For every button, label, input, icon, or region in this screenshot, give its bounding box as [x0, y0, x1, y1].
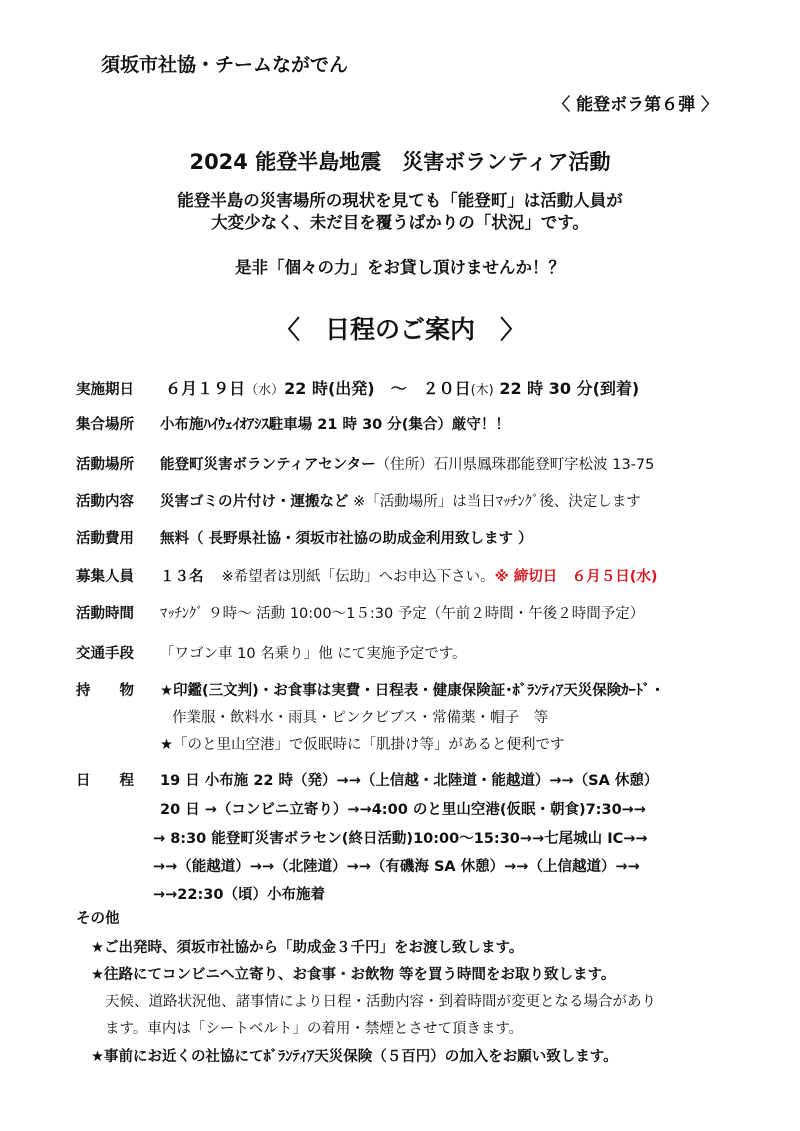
lead-line-2: 大変少なく、未だ目を覆うばかりの「状況」です。 — [211, 213, 589, 232]
recruit-count: １３名 — [160, 569, 204, 585]
hours-value: ﾏｯﾁﾝｸﾞ ９時～ 活動 10:00～1５:30 予定（午前２時間・午後２時間予定） — [160, 606, 645, 622]
row-place — [76, 454, 654, 476]
other-note-2: ★往路にてコンビニへ立寄り、お食事・お飲物 等を買う時間をお取り致します。 — [91, 967, 616, 983]
row-hours — [76, 603, 644, 625]
row-content-label: 活動内容 — [76, 494, 134, 510]
row-content — [76, 491, 641, 513]
date-range: 22 時(出発) ～ ２０日 — [284, 379, 471, 398]
row-place-label: 活動場所 — [76, 457, 134, 473]
date-end-weekday: (木) — [470, 383, 494, 398]
other-note-5: ★事前にお近くの社協にてﾎﾞﾗﾝﾃｨｱ天災保険（５百円）の加入をお願い致します。 — [91, 1049, 618, 1065]
row-schedule-label: 日 程 — [76, 773, 134, 789]
schedule-line-2: 20 日 →（コンビニ立寄り）→→4:00 のと里山空港(仮眠・朝食)7:30→→ — [160, 802, 646, 818]
row-items-label: 持 物 — [76, 683, 134, 699]
schedule-line-1: 19 日 小布施 22 時（発）→→（上信越・北陸道・能越道）→→（SA 休憩） — [160, 773, 659, 789]
items-line-1: ★印鑑(三文判)・お食事は実費・日程表・健康保険証･ﾎﾞﾗﾝﾃｨｱ天災保険ｶｰﾄﾞ・ — [160, 683, 665, 699]
other-note-1: ★ご出発時、須坂市社協から「助成金３千円」をお渡し致します。 — [91, 940, 524, 956]
transport-value: 「ワゴン車 10 名乗り」他 にて実施予定です。 — [160, 646, 467, 662]
recruit-deadline: ※ 締切日 ６月５日(水) — [494, 569, 658, 585]
items-line-3: ★「のと里山空港」で仮眠時に「肌掛け等」があると便利です — [160, 737, 565, 753]
row-meeting-label: 集合場所 — [76, 417, 134, 433]
row-date — [76, 378, 639, 402]
items-line-2: 作業服・飲料水・雨具・ピンクビブス・常備薬・帽子 等 — [172, 710, 549, 726]
row-hours-label: 活動時間 — [76, 606, 134, 622]
date-start-day: ６月１９日 — [165, 379, 246, 398]
other-note-4: ます。車内は「シートベルト」の着用・禁煙とさせて頂きます。 — [105, 1021, 524, 1037]
content-note: ※「活動場所」は当日ﾏｯﾁﾝｸﾞ後、決定します — [353, 494, 641, 510]
row-transport — [76, 643, 467, 665]
row-recruit — [76, 566, 658, 588]
series-label: 〈 能登ボラ第６弾 〉 — [553, 95, 718, 115]
row-transport-label: 交通手段 — [76, 646, 134, 662]
cost-value: 無料（ 長野県社協・須坂市社協の助成金利用致します ） — [160, 531, 533, 547]
other-note-3: 天候、道路状況他、諸事情により日程・活動内容・到着時間が変更となる場合があり — [105, 994, 656, 1010]
row-cost — [76, 528, 533, 550]
row-meeting — [76, 414, 510, 436]
other-label: その他 — [76, 911, 120, 927]
recruit-note: ※希望者は別紙「伝助」へお申込下さい。 — [221, 569, 495, 585]
row-recruit-label: 募集人員 — [76, 569, 134, 585]
place-name: 能登町災害ボランティアセンター — [160, 457, 376, 473]
page-title: 2024 能登半島地震 災害ボランティア活動 — [189, 150, 611, 174]
meeting-value: 小布施ﾊｲｳｪｲｵｱｼｽ駐車場 21 時 30 分(集合）厳守！！ — [160, 417, 510, 433]
schedule-line-4: →→（能越道）→→（北陸道）→→（有磯海 SA 休憩）→→（上信越道）→→ — [153, 859, 640, 875]
schedule-line-3: → 8:30 能登町災害ボラセン(終日活動)10:00～15:30→→七尾城山 IC→→ — [153, 831, 648, 847]
organization-name: 須坂市社協・チームながでん — [101, 54, 349, 76]
date-end-time: 22 時 30 分(到着) — [493, 379, 640, 398]
row-cost-label: 活動費用 — [76, 531, 134, 547]
row-date-label: 実施期日 — [76, 382, 134, 398]
date-start-weekday: （水） — [245, 383, 285, 398]
appeal-text: 是非「個々の力」をお貸し頂けませんか！？ — [235, 258, 565, 277]
lead-line-1: 能登半島の災害場所の現状を見ても「能登町」は活動人員が — [177, 191, 623, 210]
content-value: 災害ゴミの片付け・運搬など — [160, 494, 349, 510]
place-address: （住所）石川県鳳珠郡能登町字松波 13-75 — [375, 457, 655, 473]
schedule-line-5: →→22:30（頃）小布施着 — [153, 887, 325, 903]
section-title: 〈 日程のご案内 〉 — [274, 315, 525, 344]
